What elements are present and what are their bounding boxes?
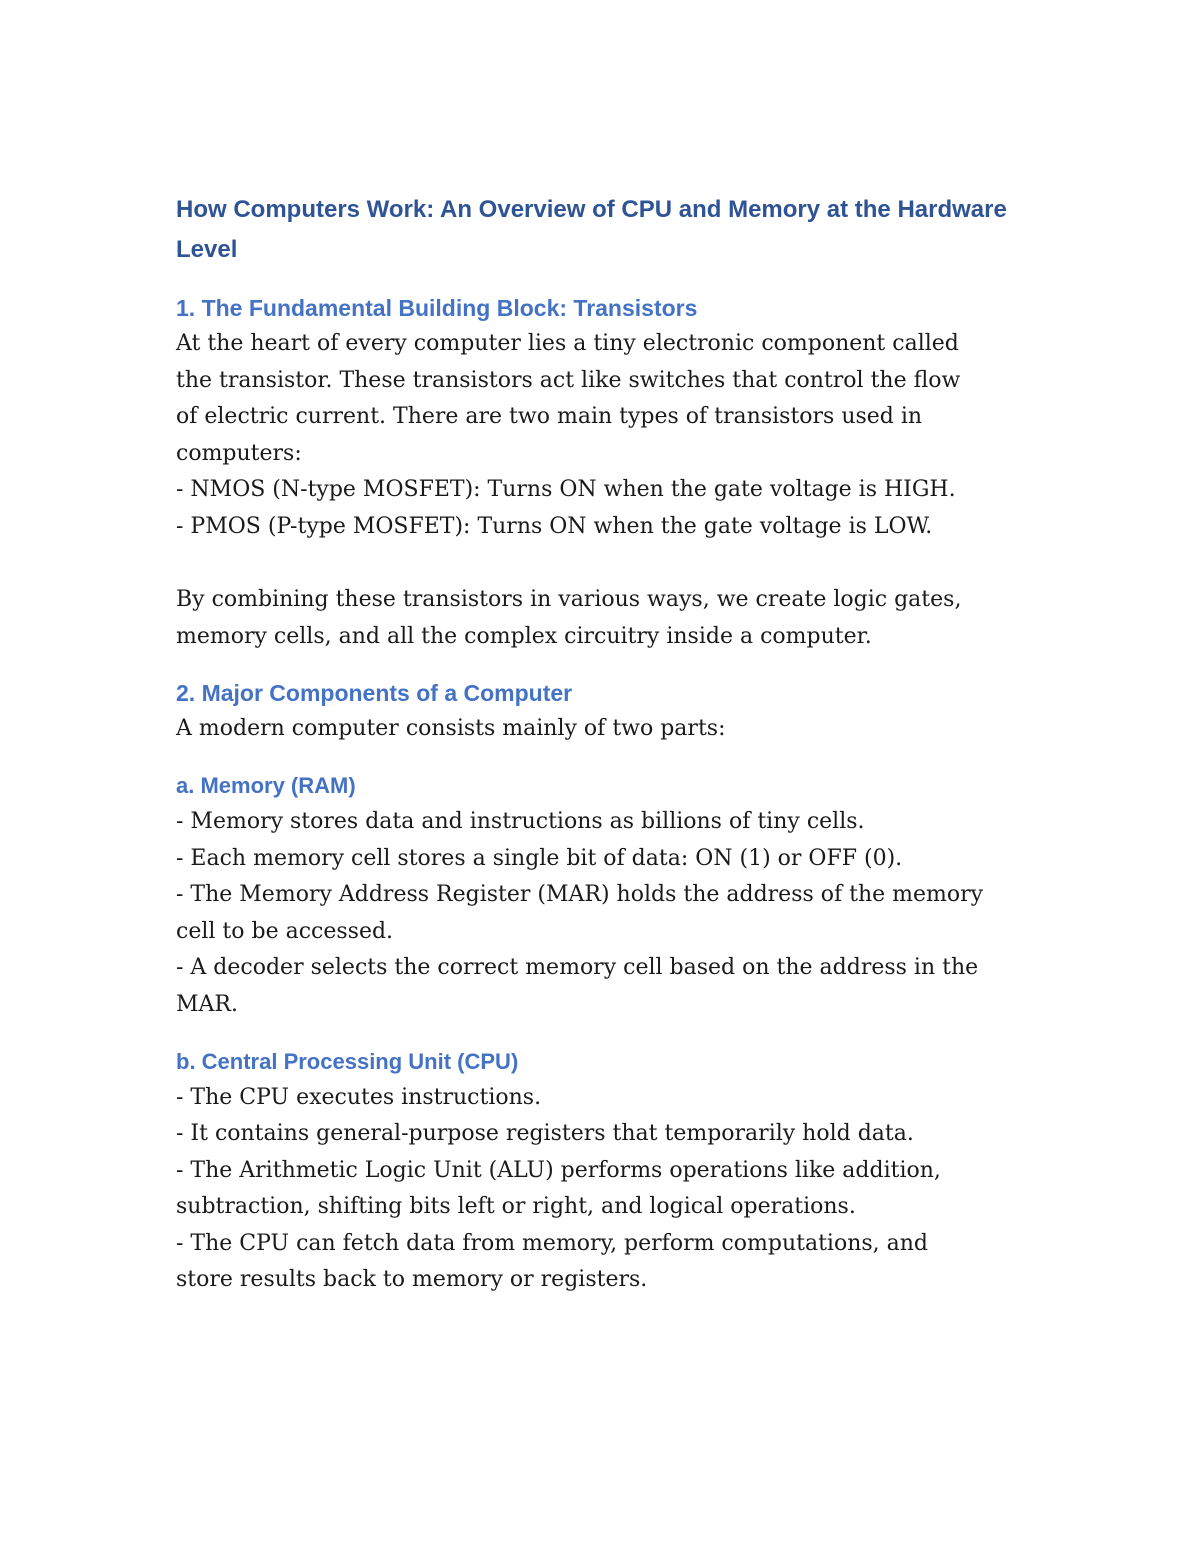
paragraph-line: At the heart of every computer lies a tiny electronic component called bbox=[176, 331, 959, 356]
document-title-line: How Computers Work: An Overview of CPU and Memory at the Hardware bbox=[176, 196, 1007, 223]
list-item: - The CPU executes instructions. bbox=[176, 1084, 542, 1110]
list-item: - PMOS (P-type MOSFET): Turns ON when the gate voltage is LOW. bbox=[176, 513, 933, 539]
document-title bbox=[176, 190, 1036, 270]
section-heading-transistors: 1. The Fundamental Building Block: Transistors bbox=[176, 295, 698, 321]
paragraph-line: memory cells, and all the complex circuitry inside a computer. bbox=[176, 623, 872, 649]
cpu-paragraph bbox=[176, 1080, 1036, 1300]
list-item: subtraction, shifting bits left or right, and logical operations. bbox=[176, 1194, 856, 1220]
list-item: - A decoder selects the correct memory cell based on the address in the bbox=[176, 955, 979, 981]
subsection-heading-cpu: b. Central Processing Unit (CPU) bbox=[176, 1048, 519, 1074]
paragraph-line: of electric current. There are two main types of transistors used in bbox=[176, 404, 923, 430]
paragraph-line: By combining these transistors in various ways, we create logic gates, bbox=[176, 587, 962, 613]
list-item: MAR. bbox=[176, 991, 238, 1017]
components-intro-paragraph bbox=[176, 711, 1036, 748]
subsection-heading-memory: a. Memory (RAM) bbox=[176, 772, 356, 798]
list-item: cell to be accessed. bbox=[176, 918, 394, 944]
list-item: - It contains general-purpose registers that temporarily hold data. bbox=[176, 1121, 914, 1147]
list-item: - The Memory Address Register (MAR) holds the address of the memory bbox=[176, 882, 984, 908]
memory-paragraph bbox=[176, 804, 1036, 1024]
list-item: - The Arithmetic Logic Unit (ALU) performs operations like addition, bbox=[176, 1157, 941, 1183]
list-item: - The CPU can fetch data from memory, perform computations, and bbox=[176, 1230, 929, 1256]
paragraph-line: the transistor. These transistors act like switches that control the flow bbox=[176, 367, 961, 393]
transistors-intro-paragraph bbox=[176, 326, 1036, 546]
document-title-line: Level bbox=[176, 236, 238, 263]
document-body bbox=[176, 190, 1036, 1299]
list-item: - NMOS (N-type MOSFET): Turns ON when the gate voltage is HIGH. bbox=[176, 477, 956, 503]
list-item: - Memory stores data and instructions as billions of tiny cells. bbox=[176, 808, 865, 834]
paragraph-line: computers: bbox=[176, 440, 302, 466]
list-item: store results back to memory or registers. bbox=[176, 1267, 648, 1293]
transistors-closing-paragraph bbox=[176, 582, 1036, 655]
section-heading-components: 2. Major Components of a Computer bbox=[176, 680, 573, 707]
paragraph-line: A modern computer consists mainly of two parts: bbox=[176, 716, 726, 742]
list-item: - Each memory cell stores a single bit of data: ON (1) or OFF (0). bbox=[176, 845, 903, 871]
